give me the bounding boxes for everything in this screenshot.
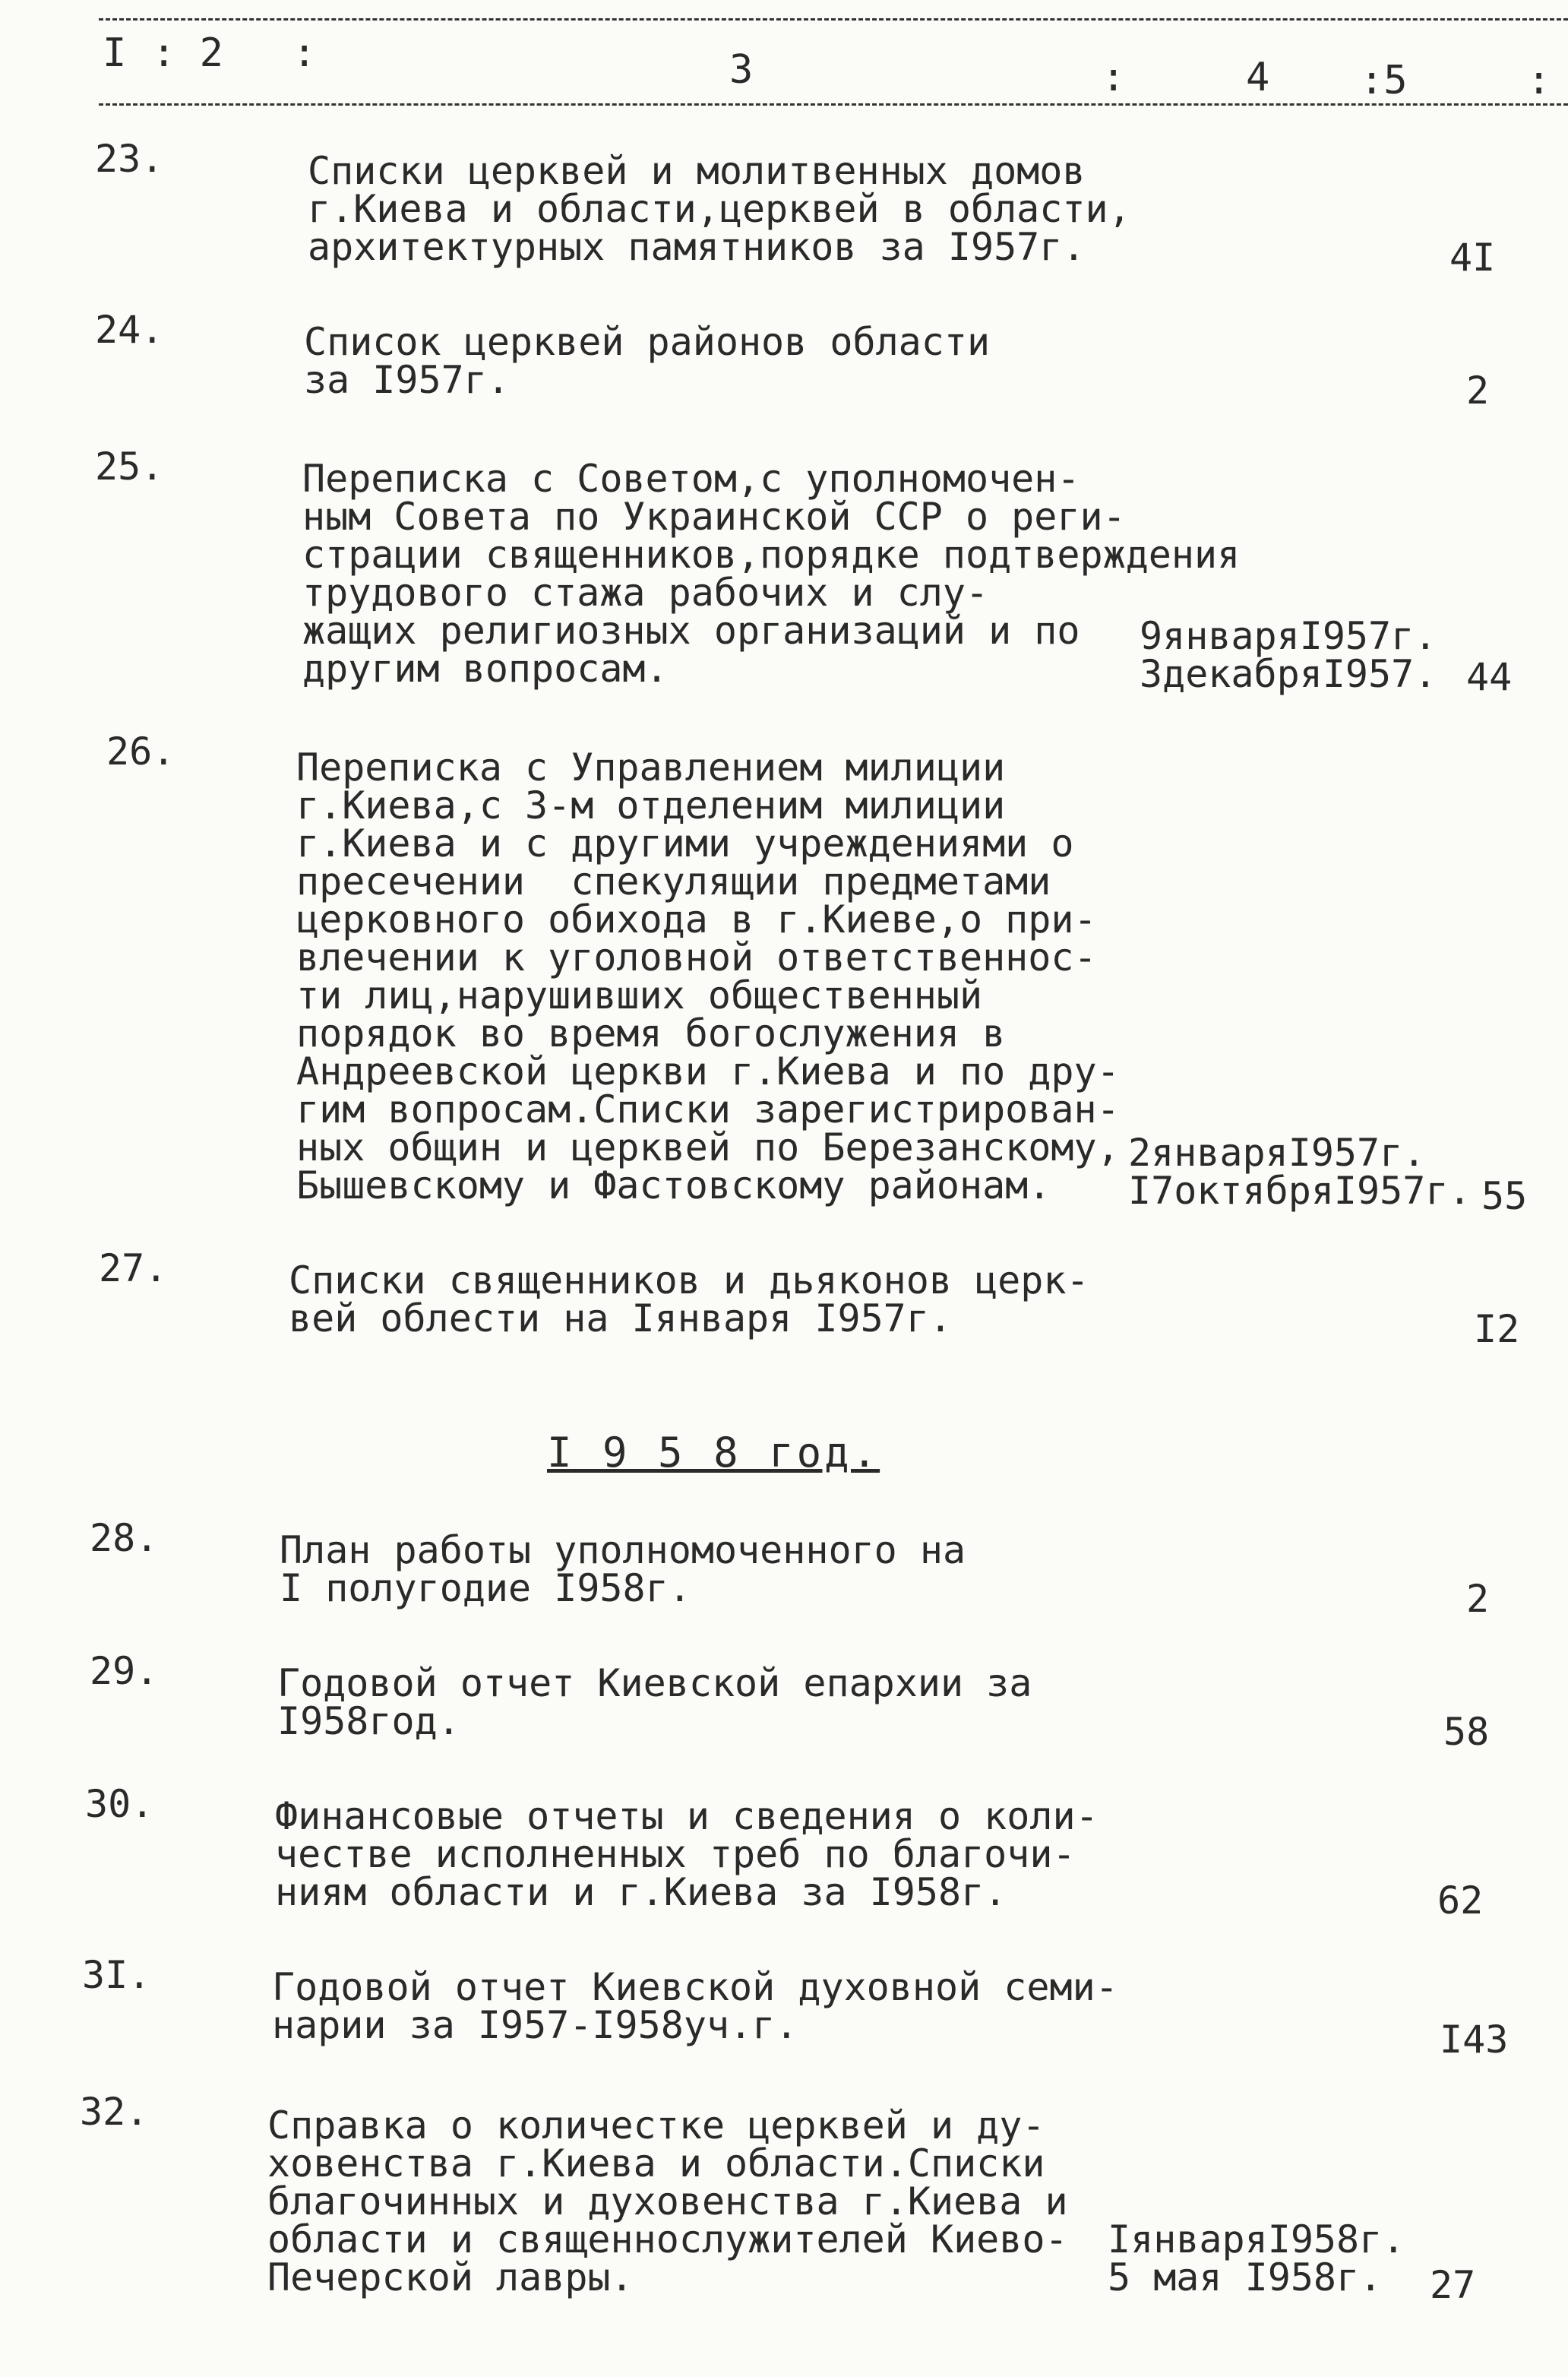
entry-30-text: Финансовые отчеты и сведения о коли- честве исполненных треб по благочи- ниям области и г.Киева за I958г. bbox=[275, 1794, 1099, 1914]
section-heading-1958: I 9 5 8 год. bbox=[547, 1429, 880, 1477]
entry-31-text: Годовой отчет Киевской духовной семи- нарии за I957-I958уч.г. bbox=[272, 1965, 1118, 2047]
header-col1: I bbox=[103, 30, 127, 76]
header-col3: 3 bbox=[729, 47, 754, 93]
entry-24-number: 24. bbox=[95, 308, 164, 352]
entry-30-number: 30. bbox=[85, 1782, 154, 1826]
entry-24-pages: 2 bbox=[1466, 369, 1490, 413]
header-rule-top bbox=[99, 18, 1568, 21]
entry-29-text: Годовой отчет Киевской епархии за I958год. bbox=[277, 1661, 1032, 1743]
header-sep-3: : bbox=[1527, 58, 1551, 103]
entry-29-pages: 58 bbox=[1443, 1710, 1490, 1754]
entry-25-number: 25. bbox=[95, 445, 164, 489]
entry-27-text: Списки священников и дьяконов церк- вей облести на Iянваря I957г. bbox=[289, 1258, 1089, 1340]
entry-32-number: 32. bbox=[80, 2090, 149, 2134]
entry-28-text: План работы уполномоченного на I полугодие I958г. bbox=[280, 1528, 966, 1610]
entry-29-number: 29. bbox=[90, 1649, 159, 1693]
header-col4: 4 bbox=[1246, 55, 1270, 100]
entry-26-pages: 55 bbox=[1481, 1174, 1528, 1218]
entry-25-dates: 9январяI957г. 3декабряI957. bbox=[1140, 614, 1437, 696]
entry-23-number: 23. bbox=[95, 137, 164, 181]
entry-28-pages: 2 bbox=[1466, 1577, 1490, 1621]
entry-27-number: 27. bbox=[99, 1246, 168, 1290]
entry-26-number: 26. bbox=[106, 730, 175, 774]
entry-31-number: 3I. bbox=[82, 1953, 151, 1997]
header-col2: : 2 bbox=[152, 30, 223, 76]
header-col5: :5 bbox=[1360, 58, 1408, 103]
entry-27-pages: I2 bbox=[1474, 1307, 1520, 1351]
entry-25-text: Переписка с Советом,с уполномочен- ным Совета по Украинской ССР о реги- страции священников,порядке подтверждения трудового стажа рабочих и слу- жащих религиозных организаций и по другим вопросам. bbox=[302, 457, 1241, 691]
entry-32-dates: IянваряI958г. 5 мая I958г. bbox=[1108, 2217, 1405, 2299]
entry-32-pages: 27 bbox=[1430, 2263, 1476, 2307]
entry-28-number: 28. bbox=[90, 1516, 159, 1560]
entry-25-pages: 44 bbox=[1466, 655, 1513, 699]
header-sep-1: : bbox=[292, 30, 317, 76]
header-sep-2: : bbox=[1102, 55, 1126, 100]
entry-23-pages: 4I bbox=[1449, 236, 1496, 280]
entry-31-pages: I43 bbox=[1440, 2018, 1509, 2062]
entry-26-dates: 2январяI957г. I7октябряI957г. bbox=[1128, 1131, 1472, 1213]
header-rule-bottom bbox=[99, 103, 1568, 106]
entry-24-text: Список церквей районов области за I957г. bbox=[304, 320, 991, 402]
entry-26-text: Переписка с Управлением милиции г.Киева,с 3-м отделеним милиции г.Киева и с другими учреждениями о пресечении спекулящии предметами церковного обихода в г.Киеве,о при- влечении к уголовной ответственнос- ти лиц,нарушивших общественный порядок во время богослужения в Андреевской церкви г.Киева и по дру- гим вопросам.Списки зарегистрирован- ных общин и церквей по Березанскому, Бышевскому и Фастовскому районам. bbox=[296, 745, 1120, 1207]
entry-30-pages: 62 bbox=[1437, 1878, 1484, 1923]
entry-32-text: Справка о количестке церквей и ду- ховенства г.Киева и области.Списки благочинных и духовенства г.Киева и области и священнослужителей Киево- Печерской лавры. bbox=[267, 2103, 1068, 2299]
entry-23-text: Списки церквей и молитвенных домов г.Киева и области,церквей в области, архитектурных памятников за I957г. bbox=[308, 149, 1131, 269]
